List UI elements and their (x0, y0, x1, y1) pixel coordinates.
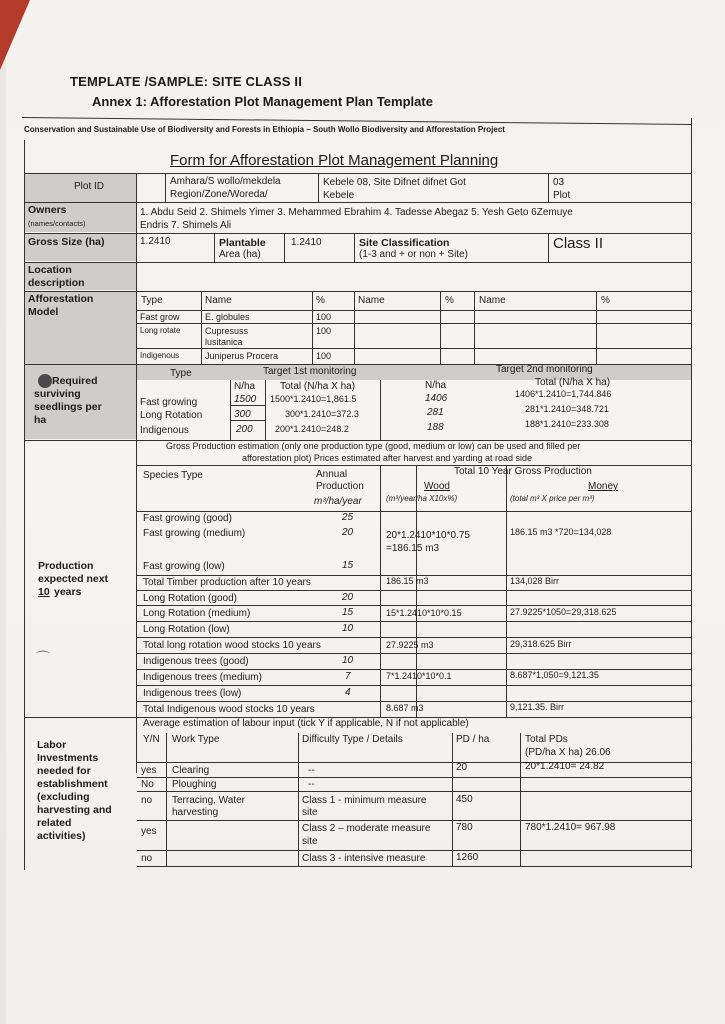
seedlings-label: Required (52, 375, 98, 387)
location-label-2: description (28, 277, 85, 289)
model-species: Juniperus Procera (205, 351, 279, 361)
annual-production: 4 (345, 687, 351, 698)
seedling-n1: 200 (236, 424, 253, 435)
production-species: Fast growing (low) (143, 561, 225, 572)
seedling-type: Indigenous (140, 425, 189, 436)
owners-line-2: Endris 7. Shimels Ali (140, 220, 232, 231)
labour-yn: yes (141, 765, 157, 776)
frame-left (24, 140, 25, 870)
model-header-name: Name (205, 295, 232, 306)
rule (265, 380, 266, 440)
labour-yn: yes (141, 826, 157, 837)
rule (24, 291, 692, 292)
production-species: Indigenous trees (good) (143, 656, 249, 667)
annual-production: 25 (342, 512, 354, 523)
labour-total: 20*1.2410= 24.82 (525, 761, 605, 772)
site-class-value: Class II (553, 235, 604, 252)
yn-header: Y/N (143, 734, 160, 745)
production-species: Indigenous trees (low) (143, 688, 242, 699)
rule (506, 465, 507, 717)
region-value: Amhara/S wollo/mekdela (170, 176, 281, 187)
rule (137, 590, 691, 591)
model-percent: 100 (316, 351, 332, 361)
money-header: Money (588, 481, 619, 492)
location-label: Location (28, 264, 72, 276)
labour-label: Labor (37, 739, 67, 751)
seedling-total-2: 281*1.2410=348.721 (525, 404, 609, 414)
folder-corner (0, 0, 30, 70)
production-note-2: afforestation plot) Prices estimated after harvest and yarding at road side (242, 453, 532, 463)
labour-pd: 20 (456, 762, 468, 773)
rule (596, 291, 597, 364)
model-header-pct-2: % (445, 295, 454, 306)
production-total: Total Indigenous wood stocks 10 years (143, 704, 315, 715)
rule (166, 733, 167, 866)
rule (354, 291, 355, 364)
production-note: Gross Production estimation (only one production type (good, medium or low) can be used and filled per (166, 441, 581, 451)
kebele-label: Kebele (323, 190, 355, 201)
labour-label-8: activities) (37, 830, 86, 842)
punch-hole (38, 374, 52, 388)
owners-sublabel: (names/contacts) (28, 219, 86, 228)
wood-volume: 186.15 m3 (386, 576, 429, 586)
model-type: Long rotate (140, 326, 181, 335)
rule (137, 637, 691, 638)
model-percent: 100 (316, 326, 332, 336)
hole-mark-icon: ⌒ (36, 650, 50, 666)
rule (137, 701, 691, 702)
seedling-total-1: 1500*1.2410=1,861.5 (270, 394, 357, 404)
form-title: Form for Afforestation Plot Management Planning (170, 152, 499, 169)
rule (137, 653, 691, 654)
annual-production: 15 (342, 607, 354, 618)
total-pd-subheader: (PD/ha X ha) 26.06 (525, 747, 611, 758)
rule (298, 733, 299, 866)
rule (137, 310, 691, 311)
rule (137, 777, 691, 778)
annual-header-2: Production (316, 481, 364, 492)
nha-header-2: N/ha (425, 380, 447, 391)
rule (137, 621, 691, 622)
rule (136, 173, 137, 773)
seedling-n2: 281 (427, 407, 444, 418)
model-percent: 100 (316, 312, 332, 322)
money-value: 29,318.625 Birr (510, 639, 572, 649)
money-value: 27.9225*1050=29,318.625 (510, 607, 617, 617)
seedling-n2: 188 (427, 422, 444, 433)
labour-label-4: establishment (37, 778, 108, 790)
project-name: Conservation and Sustainable Use of Biodiversity and Forests in Ethiopia – South Wollo Biodiversity and Afforestation Project (24, 125, 505, 134)
rule (312, 291, 313, 364)
production-total: Total long rotation wood stocks 10 years (143, 640, 321, 651)
labour-difficulty-2: site (302, 807, 318, 818)
work-type-header: Work Type (172, 734, 220, 745)
wood-volume: 8.687 m3 (386, 703, 424, 713)
rule (137, 605, 691, 606)
money-value: 8.687*1,050=9,121.35 (510, 670, 599, 680)
rule (137, 465, 691, 466)
species-type-header: Species Type (143, 470, 203, 481)
plantable-value: 1.2410 (291, 237, 322, 248)
rule (137, 348, 691, 349)
total-pd-header: Total PDs (525, 734, 568, 745)
labour-difficulty: -- (308, 779, 315, 790)
seedlings-label-4: ha (34, 414, 47, 426)
labour-yn: no (141, 795, 153, 806)
seedling-type: Fast growing (140, 397, 198, 408)
plot-number-label: Plot (553, 190, 571, 201)
money-subheader: (total m³ X price per m³) (510, 494, 595, 503)
labour-yn: No (141, 779, 154, 790)
model-label-2: Model (28, 306, 59, 318)
target-1-header: Target 1st monitoring (263, 366, 357, 377)
labour-work-2: harvesting (172, 807, 219, 818)
seedling-total-1: 200*1.2410=248.2 (275, 424, 349, 434)
rule (284, 233, 285, 262)
labour-label-2: Investments (37, 752, 99, 764)
labour-label-5: (excluding (37, 791, 90, 803)
site-class-label: Site Classification (359, 237, 450, 249)
rule (548, 233, 549, 262)
labour-work: Terracing, Water (172, 795, 245, 806)
seedlings-label-3: seedlings per (34, 401, 102, 413)
wood-volume: 20*1.2410*10*0.75 (386, 530, 470, 541)
labour-pd: 450 (456, 794, 473, 805)
labour-label-7: related (37, 817, 72, 829)
labour-label-3: needed for (37, 765, 91, 777)
production-species: Long Rotation (low) (143, 624, 230, 635)
labour-pd: 780 (456, 822, 473, 833)
rule (24, 202, 692, 203)
annual-header: Annual (316, 469, 348, 480)
gross-size-value: 1.2410 (140, 236, 171, 247)
model-label: Afforestation (28, 293, 94, 305)
rule (354, 233, 355, 262)
labour-total: 780*1.2410= 967.98 (525, 822, 616, 833)
total-2-header: Total (N/ha X ha) (535, 377, 611, 388)
wood-header: Wood (424, 481, 450, 492)
production-label-3: 10 (38, 586, 50, 598)
region-label: Region/Zone/Woreda/ (170, 189, 268, 200)
plantable-label: Plantable (219, 237, 266, 249)
annual-production: 10 (342, 623, 354, 634)
rule (474, 291, 475, 364)
labour-pd: 1260 (456, 852, 479, 863)
seedling-type-header: Type (170, 368, 192, 379)
rule (137, 866, 691, 867)
rule (520, 733, 521, 866)
labour-label-6: harvesting and (37, 804, 112, 816)
rule (201, 291, 202, 364)
labour-difficulty: Class 2 – moderate measure (302, 823, 431, 834)
rule (137, 511, 691, 512)
template-heading: TEMPLATE /SAMPLE: SITE CLASS II (70, 74, 303, 89)
annual-production: 15 (342, 560, 354, 571)
rule (230, 380, 231, 440)
production-species: Long Rotation (good) (143, 593, 237, 604)
annex-heading: Annex 1: Afforestation Plot Management Plan Template (92, 94, 433, 109)
wood-volume-2: =186.15 m3 (386, 543, 440, 554)
production-species: Long Rotation (medium) (143, 608, 251, 619)
seedling-type: Long Rotation (140, 410, 203, 421)
annual-production: 20 (342, 527, 354, 538)
model-header-name-3: Name (479, 295, 506, 306)
difficulty-header: Difficulty Type / Details (302, 734, 403, 745)
production-label-4: years (54, 586, 82, 598)
model-species-2: lusitanica (205, 337, 243, 347)
model-header-name-2: Name (358, 295, 385, 306)
rule (137, 669, 691, 670)
gross-size-label: Gross Size (ha) (28, 236, 105, 248)
owners-label: Owners (28, 204, 67, 216)
annual-header-3: m³/ha/year (314, 496, 362, 507)
rule (137, 791, 691, 792)
annual-production: 7 (345, 671, 351, 682)
seedling-total-1: 300*1.2410=372.3 (285, 409, 359, 419)
labour-difficulty: Class 3 - intensive measure (302, 853, 426, 864)
site-class-sublabel: (1-3 and + or non + Site) (359, 249, 468, 260)
seedling-n1: 300 (234, 409, 251, 420)
frame-right (691, 118, 692, 868)
production-label-2: expected next (38, 573, 109, 585)
target-2-header: Target 2nd monitoring (496, 364, 593, 375)
rule (24, 173, 692, 174)
seedlings-label-2: surviving (34, 388, 81, 400)
seedling-total-2: 188*1.2410=233.308 (525, 419, 609, 429)
labour-difficulty: -- (308, 765, 315, 776)
wood-volume: 7*1.2410*10*0.1 (386, 671, 452, 681)
seedling-total-2: 1406*1.2410=1,744.846 (515, 389, 612, 399)
model-species: E. globules (205, 312, 250, 322)
rule (214, 233, 215, 262)
production-species: Fast growing (good) (143, 513, 232, 524)
production-species: Indigenous trees (medium) (143, 672, 262, 683)
labour-work: Ploughing (172, 779, 217, 790)
rule (230, 405, 265, 406)
nha-header: N/ha (234, 381, 256, 392)
production-label: Production (38, 560, 94, 572)
rule (165, 173, 166, 202)
rule (137, 820, 691, 821)
labour-note: Average estimation of labour input (tick Y if applicable, N if not applicable) (143, 718, 469, 729)
labour-difficulty-2: site (302, 836, 318, 847)
model-species: Cupresuss (205, 326, 249, 336)
model-type: Indigenous (140, 351, 180, 360)
labour-difficulty: Class 1 - minimum measure (302, 795, 427, 806)
annual-production: 10 (342, 655, 354, 666)
seedling-n2: 1406 (425, 393, 448, 404)
money-value: 134,028 Birr (510, 576, 560, 586)
rule (137, 685, 691, 686)
seedling-n1: 1500 (234, 394, 257, 405)
total-1-header: Total (N/ha X ha) (280, 381, 356, 392)
model-header-pct-3: % (601, 295, 610, 306)
wood-volume: 15*1.2410*10*0.15 (386, 608, 462, 618)
model-header-type: Type (141, 295, 163, 306)
rule (230, 420, 265, 421)
rule (137, 850, 691, 851)
owners-line-1: 1. Abdu Seid 2. Shimels Yimer 3. Mehammed Ebrahim 4. Tadesse Abegaz 5. Yesh Geto 6Zemuye (140, 207, 573, 218)
annual-production: 20 (342, 592, 354, 603)
money-value: 9,121.35. Birr (510, 702, 565, 712)
rule (548, 173, 549, 202)
kebele-value: Kebele 08, Site Difnet difnet Got (323, 177, 466, 188)
rule (137, 762, 691, 763)
production-total: Total Timber production after 10 years (143, 577, 311, 588)
pd-header: PD / ha (456, 734, 490, 745)
labour-yn: no (141, 853, 153, 864)
rule (24, 262, 692, 263)
gross-production-header: Total 10 Year Gross Production (454, 466, 592, 477)
labour-work: Clearing (172, 765, 210, 776)
money-value: 186.15 m3 *720=134,028 (510, 527, 612, 537)
rule (137, 323, 691, 324)
wood-subheader: (m³/year/ha X10x%) (386, 494, 458, 503)
model-header-pct: % (316, 295, 325, 306)
rule (440, 291, 441, 364)
rule (380, 380, 381, 440)
plantable-label-2: Area (ha) (219, 249, 261, 260)
production-species: Fast growing (medium) (143, 528, 246, 539)
rule (380, 465, 381, 717)
model-type: Fast grow (140, 312, 180, 322)
wood-volume: 27.9225 m3 (386, 640, 434, 650)
rule (318, 173, 319, 202)
rule (24, 233, 692, 234)
rule (452, 733, 453, 866)
plot-id-label: Plot ID (74, 181, 105, 192)
plot-number-value: 03 (553, 177, 565, 188)
